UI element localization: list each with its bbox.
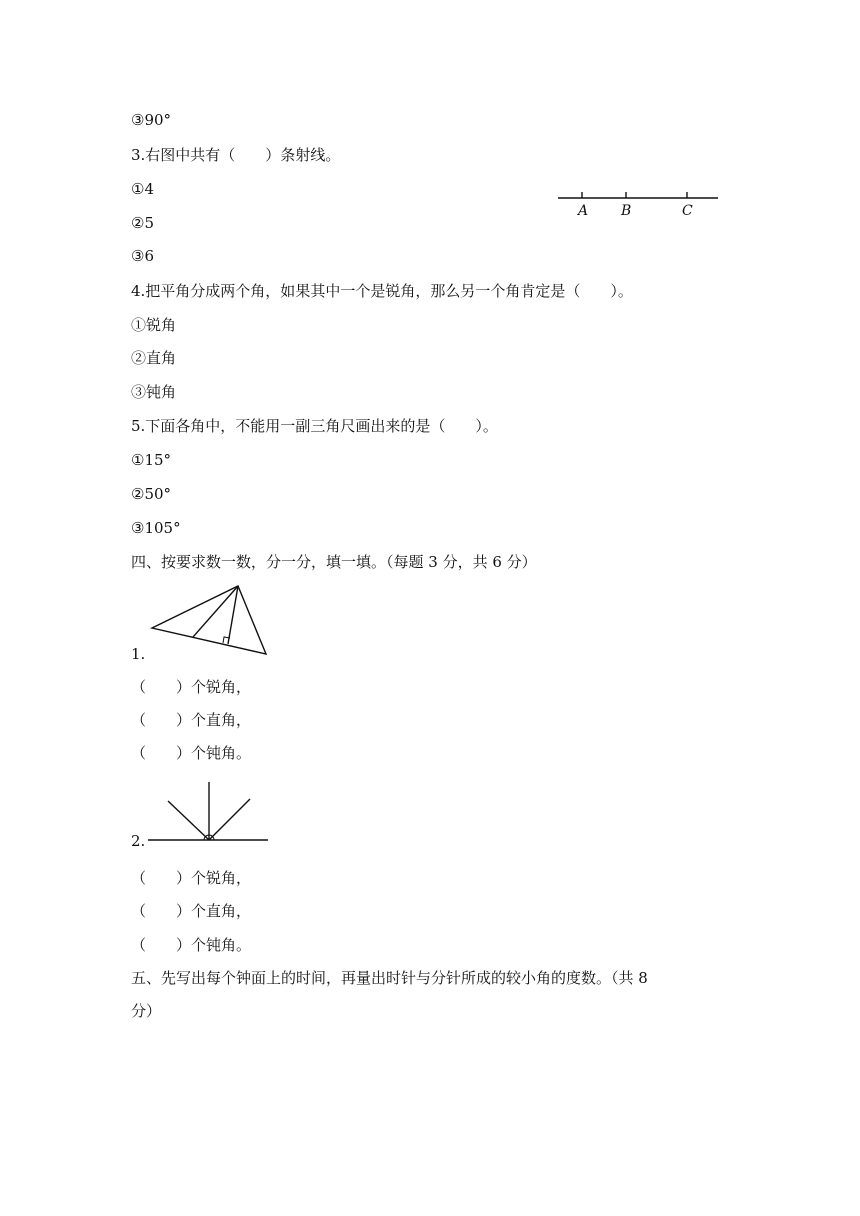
option-q3-1: ①4 bbox=[131, 180, 154, 198]
option-q2-3: ③90° bbox=[131, 111, 172, 129]
item-1-obtuse-blank: （ ）个钝角。 bbox=[131, 744, 252, 762]
option-q3-2: ②5 bbox=[131, 214, 154, 232]
rays-figure bbox=[146, 780, 270, 844]
option-q5-2: ②50° bbox=[131, 485, 172, 503]
question-5: 5.下面各角中，不能用一副三角尺画出来的是（ ）。 bbox=[131, 417, 498, 435]
option-q4-1: ①锐角 bbox=[131, 316, 177, 334]
question-3: 3.右图中共有（ ）条射线。 bbox=[131, 146, 341, 164]
option-q5-3: ③105° bbox=[131, 519, 181, 537]
question-4: 4.把平角分成两个角，如果其中一个是锐角，那么另一个角肯定是（ ）。 bbox=[131, 282, 633, 300]
option-q3-3: ③6 bbox=[131, 247, 154, 265]
point-label-c: C bbox=[682, 203, 693, 219]
section-4-heading: 四、按要求数一数，分一分，填一填。（每题 3 分，共 6 分） bbox=[131, 553, 537, 571]
item-2-number: 2. bbox=[131, 832, 146, 850]
item-2-obtuse-blank: （ ）个钝角。 bbox=[131, 936, 252, 954]
option-q4-2: ②直角 bbox=[131, 349, 177, 367]
item-1-acute-blank: （ ）个锐角， bbox=[131, 678, 252, 696]
triangle-figure bbox=[148, 582, 272, 660]
item-1-right-blank: （ ）个直角， bbox=[131, 711, 252, 729]
section-5-heading-cont: 分） bbox=[131, 1002, 162, 1020]
section-5-heading: 五、先写出每个钟面上的时间，再量出时针与分针所成的较小角的度数。（共 8 bbox=[131, 969, 648, 987]
item-2-acute-blank: （ ）个锐角， bbox=[131, 869, 252, 887]
point-label-a: A bbox=[578, 203, 589, 219]
item-2-right-blank: （ ）个直角， bbox=[131, 902, 252, 920]
ray-figure bbox=[556, 188, 726, 222]
item-1-number: 1. bbox=[131, 645, 146, 663]
point-label-b: B bbox=[621, 203, 632, 219]
option-q4-3: ③钝角 bbox=[131, 383, 177, 401]
option-q5-1: ①15° bbox=[131, 451, 172, 469]
